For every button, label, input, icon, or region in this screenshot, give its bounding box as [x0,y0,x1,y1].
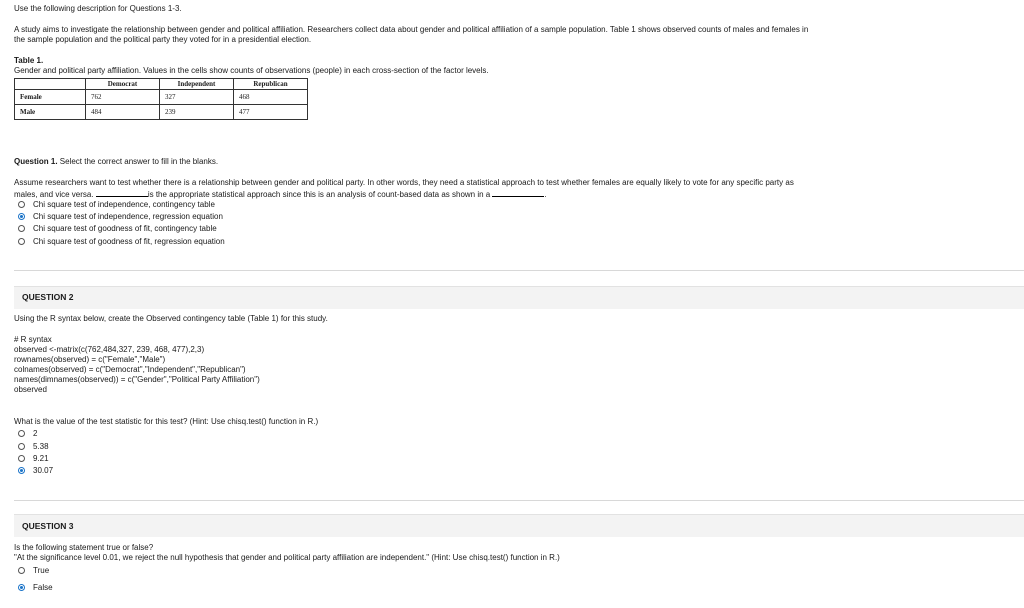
table-row [15,90,308,105]
radio-button[interactable] [18,238,25,245]
radio-button[interactable] [18,567,25,574]
section-divider [14,270,1024,271]
blank-2 [492,188,547,199]
question-1-option[interactable] [18,198,215,210]
question-1-option[interactable] [18,210,223,222]
code-line: # R syntax [14,335,52,344]
table-cell: 477 [234,105,308,120]
question-1-title: Question 1. [14,157,58,166]
question-1-instruction: Select the correct answer to fill in the blanks. [57,157,219,166]
option-label: False [33,582,53,592]
table-cell: 762 [86,90,160,105]
question-2-intro: Using the R syntax below, create the Observed contingency table (Table 1) for this study. [14,314,328,323]
stem-text: is the appropriate statistical approach since this is an analysis of count-based data as shown in a [147,190,491,199]
option-label: Chi square test of goodness of fit, regression equation [33,236,225,246]
option-label: 9.21 [33,453,49,463]
table-cell: 239 [160,105,234,120]
question-1-option[interactable] [18,235,225,247]
radio-button-selected[interactable] [18,584,25,591]
table-caption: Gender and political party affiliation. Values in the cells show counts of observations (people) in each cross-section of the factor levels. [14,66,489,75]
question-2-option[interactable] [18,427,37,439]
table-cell: 468 [234,90,308,105]
contingency-table [14,78,308,120]
row-label: Male [15,105,86,120]
option-label: 30.07 [33,465,54,475]
question-1-option[interactable] [18,222,217,234]
row-label: Female [15,90,86,105]
question-2-option[interactable] [18,452,49,464]
column-header: Democrat [86,79,160,90]
section-divider [14,500,1024,501]
question-3-header-bar [14,514,1024,537]
option-label: True [33,565,50,575]
stem-text: . [544,190,547,199]
question-3-option[interactable] [18,564,49,576]
question-3-option[interactable] [18,581,53,593]
question-2-header-bar [14,286,1024,309]
question-1-stem-line-1: Assume researchers want to test whether there is a relationship between gender and political party. In other words, they need a statistical approach to test whether females are equally likely to vote for any specific party as [14,178,794,187]
table-row [15,105,308,120]
option-label: Chi square test of independence, contingency table [33,199,215,209]
question-3-title: QUESTION 3 [22,521,74,531]
code-line: observed <-matrix(c(762,484,327, 239, 468, 477),2,3) [14,345,205,354]
radio-button-selected[interactable] [18,467,25,474]
code-line: observed [14,385,47,394]
code-line: colnames(observed) = c("Democrat","Independent","Republican") [14,365,246,374]
question-2-prompt: What is the value of the test statistic for this test? (Hint: Use chisq.test() function in R.) [14,417,319,426]
question-3-stem-line-1: Is the following statement true or false? [14,543,154,552]
radio-button[interactable] [18,455,25,462]
radio-button[interactable] [18,201,25,208]
option-label: Chi square test of independence, regression equation [33,211,223,221]
column-header: Independent [160,79,234,90]
radio-button[interactable] [18,430,25,437]
intro-heading: Use the following description for Questions 1-3. [14,4,182,13]
radio-button[interactable] [18,225,25,232]
question-2-option[interactable] [18,464,53,476]
code-line: names(dimnames(observed)) = c("Gender","Political Party Affiliation") [14,375,260,384]
column-header: Republican [234,79,308,90]
code-line: rownames(observed) = c("Female","Male") [14,355,166,364]
intro-text-line-1: A study aims to investigate the relationship between gender and political affiliation. Researchers collect data about gender and political affiliation of a sample population. Table 1 shows observed counts of males and females in [14,25,809,34]
table-cell: 484 [86,105,160,120]
table-cell: 327 [160,90,234,105]
question-2-option[interactable] [18,440,49,452]
radio-button-selected[interactable] [18,213,25,220]
intro-text-line-2: the sample population and the political party they voted for in a presidential election. [14,35,312,44]
question-3-stem-line-2: "At the significance level 0.01, we reject the null hypothesis that gender and political party affiliation are independent." (Hint: Use chisq.test() function in R.) [14,553,560,562]
radio-button[interactable] [18,443,25,450]
table-label: Table 1. [14,56,44,65]
option-label: 5.38 [33,441,49,451]
blank-1 [96,188,148,197]
table-header-row [15,79,308,90]
question-2-title: QUESTION 2 [22,292,74,302]
stem-text: males, and vice versa. [14,190,94,199]
table-corner-cell [15,79,86,90]
option-label: Chi square test of goodness of fit, contingency table [33,223,217,233]
option-label: 2 [33,428,38,438]
question-1-heading [14,157,218,167]
